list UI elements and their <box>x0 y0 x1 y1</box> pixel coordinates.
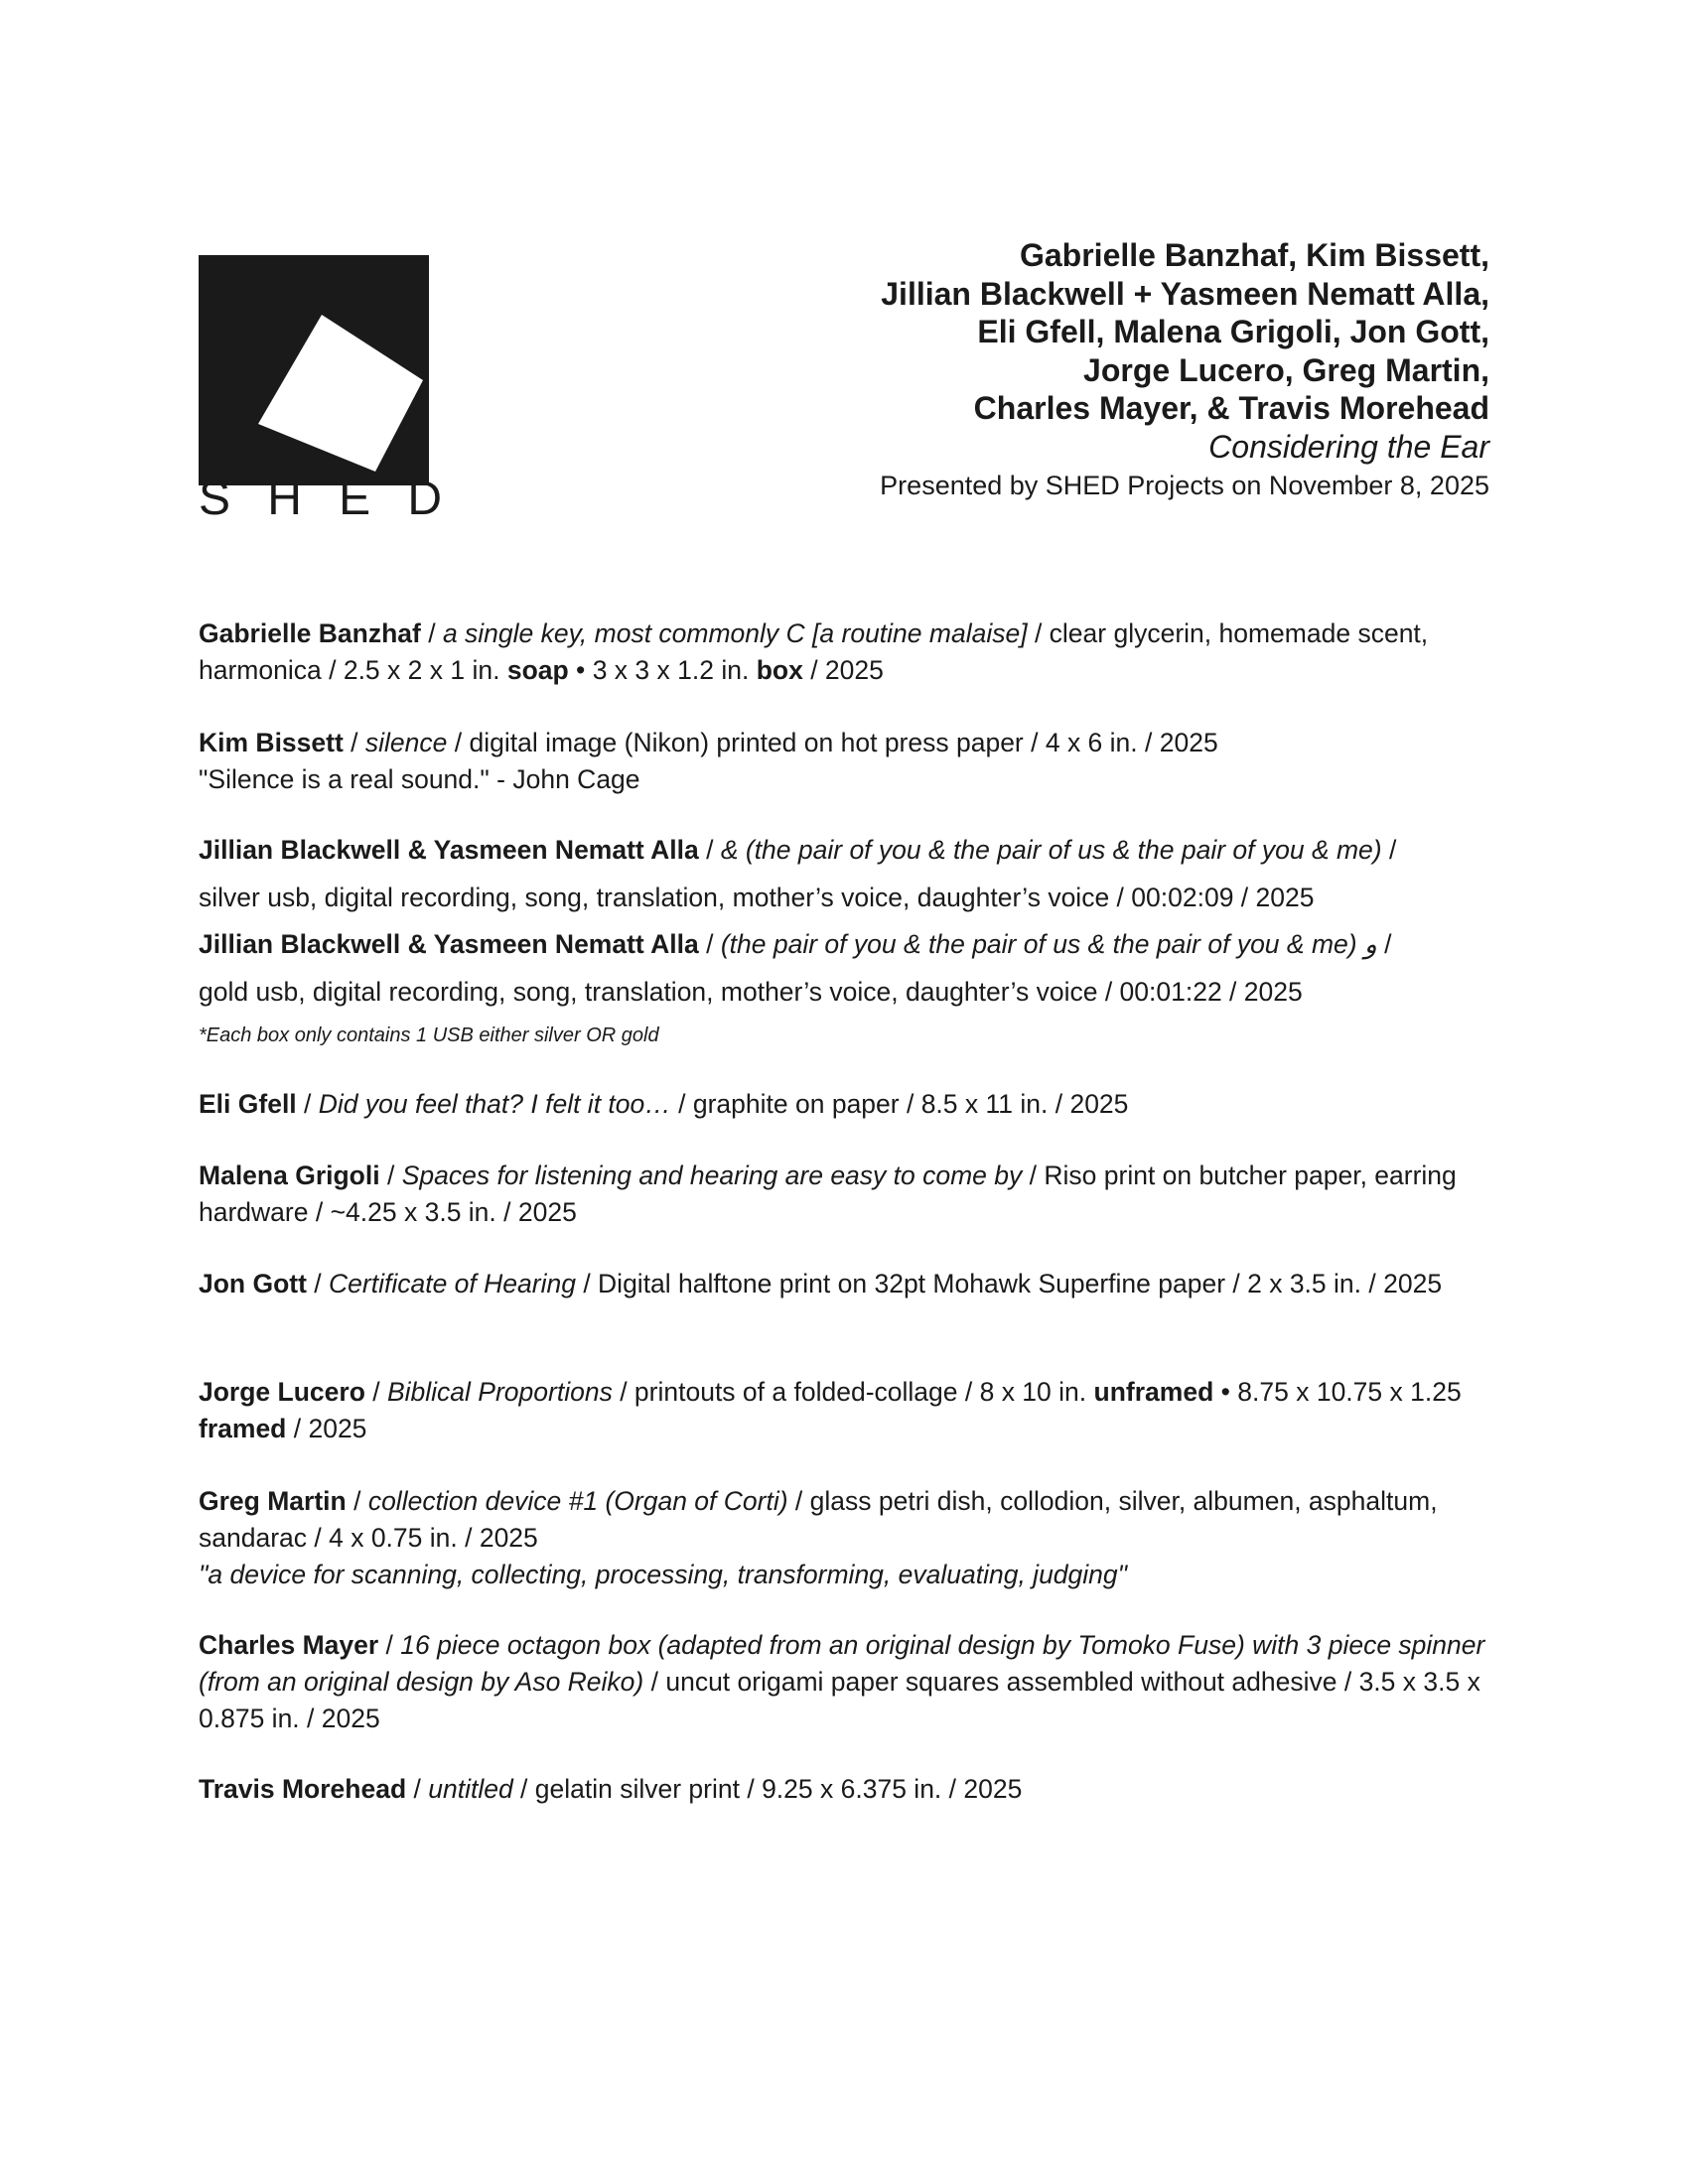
usb-note: *Each box only contains 1 USB either silver OR gold <box>199 1024 659 1046</box>
entry-gott: Jon Gott / Certificate of Hearing / Digital halftone print on 32pt Mohawk Superfine paper / 2 x 3.5 in. / 2025 <box>199 1269 1443 1298</box>
artist-name: Greg Martin <box>199 1486 347 1516</box>
artist-names-line: Jorge Lucero, Greg Martin, <box>1083 351 1489 388</box>
presented-by: Presented by SHED Projects on November 8, 2025 <box>880 470 1489 500</box>
work-quote: "a device for scanning, collecting, processing, transforming, evaluating, judging" <box>199 1560 1128 1589</box>
artist-names-line: Gabrielle Banzhaf, Kim Bissett, <box>1019 237 1489 273</box>
logo-letter: H <box>267 473 302 525</box>
work-title: Certificate of Hearing <box>329 1269 576 1298</box>
logo-letter: S <box>199 473 231 525</box>
work-details: Riso print on butcher paper, earring hardware / ~4.25 x 3.5 in. / 2025 <box>199 1160 1457 1227</box>
dimension-label: soap <box>506 655 569 685</box>
work-materials: printouts of a folded-collage <box>633 1377 958 1407</box>
entry-blackwell-gold: Jillian Blackwell & Yasmeen Nematt Alla / (the pair of you & the pair of us & the pair of you & me) و / gold usb, digital recording, song, translation, mother’s voice, daughter’s voice / 00:01:22 / 2025 <box>199 920 1499 1016</box>
entry-mayer: Charles Mayer / 16 piece octagon box (adapted from an original design by Tomoko Fuse) with 3 piece spinner (from an original design by Aso Reiko) / uncut origami paper squares assembled without adhesive / 3.5 x 3.5 x 0.875 in. / 2025 <box>199 1630 1485 1733</box>
work-title: Spaces for listening and hearing are easy to come by <box>401 1160 1023 1190</box>
work-quote: "Silence is a real sound." - John Cage <box>199 764 640 794</box>
entry-bissett: Kim Bissett / silence / digital image (Nikon) printed on hot press paper / 4 x 6 in. / 2025 "Silence is a real sound." - John Cage <box>199 725 1499 798</box>
work-title: & (the pair of you & the pair of us & the pair of you & me) <box>720 835 1382 865</box>
artist-name: Jorge Lucero <box>199 1377 365 1407</box>
artist-name: Jillian Blackwell & Yasmeen Nematt Alla <box>199 929 699 959</box>
work-title: Did you feel that? I felt it too… <box>318 1089 671 1119</box>
artist-names-line: Jillian Blackwell + Yasmeen Nematt Alla, <box>881 275 1489 312</box>
work-title: (the pair of you & the pair of us & the pair of you & me) و <box>720 929 1377 959</box>
artist-names-line: Eli Gfell, Malena Grigoli, Jon Gott, <box>977 314 1489 349</box>
artist-name: Jillian Blackwell & Yasmeen Nematt Alla <box>199 835 699 865</box>
dimension-label: framed <box>199 1414 287 1443</box>
work-details: graphite on paper / 8.5 x 11 in. / 2025 <box>692 1089 1129 1119</box>
entry-morehead: Travis Morehead / untitled / gelatin silver print / 9.25 x 6.375 in. / 2025 <box>199 1774 1023 1804</box>
artist-names <box>596 236 1489 428</box>
artist-name: Jon Gott <box>199 1269 307 1298</box>
work-year: 2025 <box>824 655 884 685</box>
work-details: uncut origami paper squares assembled without adhesive / 3.5 x 3.5 x 0.875 in. / 2025 <box>199 1667 1480 1733</box>
artist-name: Kim Bissett <box>199 728 344 757</box>
work-dimension: 8.75 x 10.75 x 1.25 <box>1237 1377 1462 1407</box>
work-details: Digital halftone print on 32pt Mohawk Superfine paper / 2 x 3.5 in. / 2025 <box>598 1269 1443 1298</box>
entry-lucero: Jorge Lucero / Biblical Proportions / printouts of a folded-collage / 8 x 10 in. unframed • 8.75 x 10.75 x 1.25 framed / 2025 <box>199 1377 1462 1443</box>
work-title: silence <box>364 728 448 757</box>
artist-names-line: Charles Mayer, & Travis Morehead <box>973 390 1489 426</box>
work-dimension: 2.5 x 2 x 1 in. <box>343 655 500 685</box>
logo-mark <box>199 255 429 485</box>
entry-grigoli: Malena Grigoli / Spaces for listening and hearing are easy to come by / Riso print on butcher paper, earring hardware / ~4.25 x 3.5 in. / 2025 <box>199 1160 1457 1227</box>
work-details: silver usb, digital recording, song, translation, mother’s voice, daughter’s voice / 00:02:09 / 2025 <box>199 883 1315 912</box>
work-title: a single key, most commonly C [a routine malaise] <box>442 618 1028 648</box>
show-title: Considering the Ear <box>1208 428 1489 465</box>
artist-name: Gabrielle Banzhaf <box>199 618 421 648</box>
logo-letter: D <box>407 473 442 525</box>
work-title: collection device #1 (Organ of Corti) <box>367 1486 788 1516</box>
dimension-label: box <box>756 655 803 685</box>
artist-name: Charles Mayer <box>199 1630 379 1660</box>
entry-blackwell-silver: Jillian Blackwell & Yasmeen Nematt Alla / & (the pair of you & the pair of us & the pair of you & me) / silver usb, digital recording, song, translation, mother’s voice, daughter’s voice / 00:02:09 / 2025 <box>199 826 1499 921</box>
logo-wordmark <box>199 472 442 526</box>
work-title: 16 piece octagon box (adapted from an original design by Tomoko Fuse) with 3 piece spinner (from an original design by Aso Reiko) <box>199 1630 1485 1697</box>
work-details: gelatin silver print / 9.25 x 6.375 in. / 2025 <box>534 1774 1023 1804</box>
work-year: 2025 <box>308 1414 367 1443</box>
logo-square-graphic <box>199 255 429 485</box>
work-dimension: 8 x 10 in. <box>979 1377 1087 1407</box>
logo-letter: E <box>339 473 371 525</box>
work-title: untitled <box>428 1774 513 1804</box>
work-details: gold usb, digital recording, song, translation, mother’s voice, daughter’s voice / 00:01:22 / 2025 <box>199 977 1303 1007</box>
work-details: digital image (Nikon) printed on hot press paper / 4 x 6 in. / 2025 <box>469 728 1218 757</box>
document-header <box>596 236 1489 505</box>
work-dimension: 3 x 3 x 1.2 in. <box>592 655 750 685</box>
artist-name: Malena Grigoli <box>199 1160 380 1190</box>
work-title: Biblical Proportions <box>386 1377 613 1407</box>
work-materials: clear glycerin, homemade scent, harmonica <box>199 618 1429 685</box>
entry-gfell: Eli Gfell / Did you feel that? I felt it too… / graphite on paper / 8.5 x 11 in. / 2025 <box>199 1089 1129 1119</box>
shed-logo <box>199 255 442 528</box>
artist-name: Eli Gfell <box>199 1089 297 1119</box>
dimension-label: unframed <box>1093 1377 1214 1407</box>
entry-banzhaf: Gabrielle Banzhaf / a single key, most commonly C [a routine malaise] / clear glycerin, homemade scent, harmonica / 2.5 x 2 x 1 in. soap • 3 x 3 x 1.2 in. box / 2025 <box>199 618 1429 685</box>
entry-martin: Greg Martin / collection device #1 (Organ of Corti) / glass petri dish, collodion, silver, albumen, asphaltum, sandarac / 4 x 0.75 in. / 2025 "a device for scanning, collecting, processing, transforming, evaluating, judging" <box>199 1486 1438 1589</box>
artist-name: Travis Morehead <box>199 1774 407 1804</box>
work-details: glass petri dish, collodion, silver, albumen, asphaltum, sandarac / 4 x 0.75 in. / 2025 <box>199 1486 1438 1553</box>
